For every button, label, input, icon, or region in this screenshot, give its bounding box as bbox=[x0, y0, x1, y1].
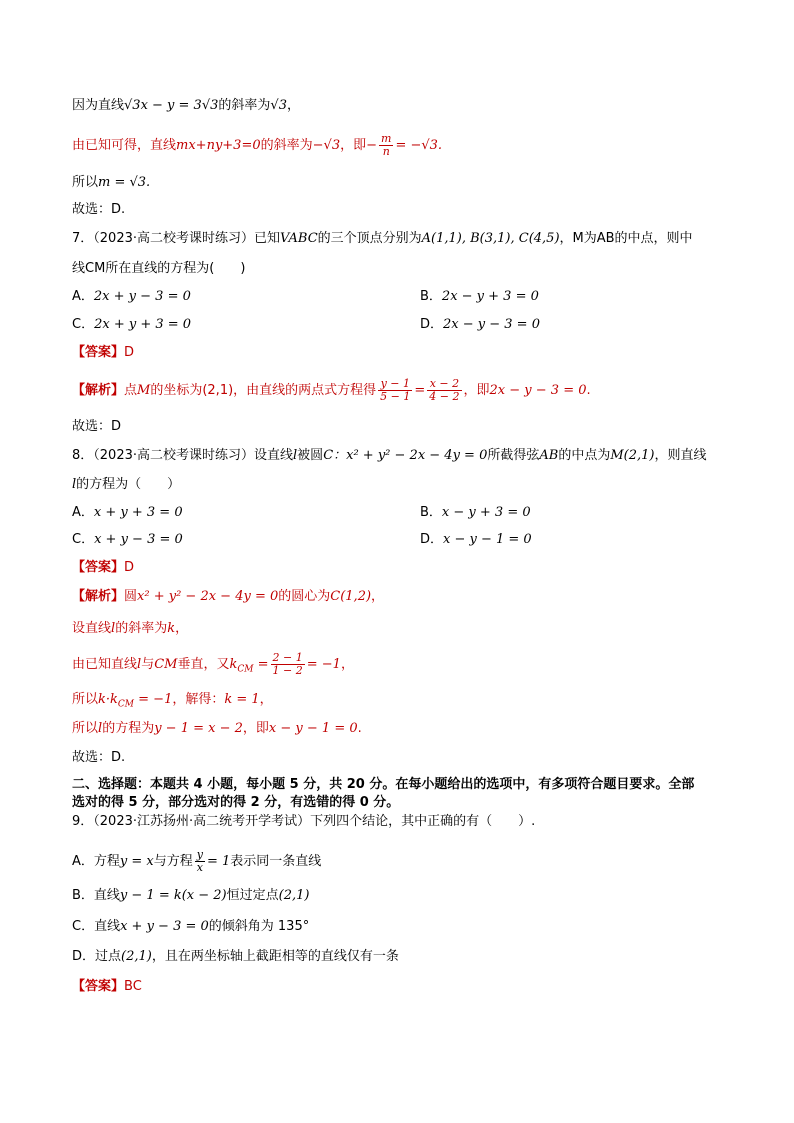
math: k = 1 bbox=[224, 692, 260, 707]
denominator: x bbox=[196, 861, 203, 874]
math: VABC bbox=[280, 231, 318, 246]
text: ，即 bbox=[463, 383, 490, 398]
text: 的倾斜角为 135° bbox=[208, 919, 310, 934]
option-d bbox=[420, 316, 540, 334]
q7-analysis bbox=[72, 378, 591, 403]
text: 与方程 bbox=[153, 854, 193, 869]
math: √3x − y = 3√3 bbox=[124, 98, 219, 113]
text: ， bbox=[259, 692, 273, 707]
math: l bbox=[137, 657, 142, 672]
fraction bbox=[379, 133, 393, 158]
text: 由已知可得，直线 bbox=[72, 138, 177, 153]
q9-answer bbox=[72, 978, 142, 996]
text: D．过点 bbox=[72, 949, 122, 964]
math: l bbox=[293, 448, 298, 463]
q7-answer bbox=[72, 344, 134, 362]
math: CM bbox=[154, 657, 178, 672]
text: ，即 bbox=[340, 138, 367, 153]
answer-tag: 【答案】 bbox=[72, 560, 125, 575]
text: 8．（2023·高二校考课时练习）设直线 bbox=[72, 448, 293, 463]
math: m = √3. bbox=[98, 175, 151, 190]
option-c-label: C． bbox=[72, 532, 95, 547]
option-c-label: C． bbox=[72, 317, 95, 332]
math: (2,1) bbox=[121, 949, 152, 964]
text: 所以 bbox=[72, 692, 99, 707]
q9-stem: 9．（2023·江苏扬州·高二统考开学考试）下列四个结论，其中正确的有（ ）. bbox=[72, 814, 536, 829]
text: 设直线 bbox=[72, 621, 112, 636]
analysis-tag: 【解析】 bbox=[72, 383, 125, 398]
subscript: CM bbox=[237, 664, 254, 675]
option-b-math: x − y + 3 = 0 bbox=[441, 505, 531, 520]
denominator: 4 − 2 bbox=[429, 390, 460, 403]
option-a: x + y + 3 = 0 bbox=[93, 505, 183, 520]
answer-value: BC bbox=[124, 979, 142, 994]
math: A(1,1), B(3,1), C(4,5) bbox=[421, 231, 560, 246]
option-c: x + y − 3 = 0 bbox=[94, 532, 183, 547]
text: . bbox=[357, 721, 362, 736]
text: 的圆心为 bbox=[278, 589, 331, 604]
text: 所以 bbox=[72, 721, 99, 736]
option-d-math: 2x − y − 3 = 0 bbox=[443, 317, 540, 332]
q7-end: 故选：D bbox=[72, 419, 122, 434]
q8-analysis-2 bbox=[72, 620, 188, 638]
option-d-math: x − y − 1 = 0 bbox=[443, 532, 532, 547]
denominator: 1 − 2 bbox=[272, 664, 303, 677]
q9-option-c bbox=[72, 918, 309, 936]
math: M bbox=[137, 383, 151, 398]
q9-option-a bbox=[72, 849, 321, 874]
math: x + y − 3 = 0 bbox=[120, 919, 209, 934]
text: 的三个顶点分别为 bbox=[317, 231, 422, 246]
q7-stem-line-2: 线CM所在直线的方程为( ) bbox=[72, 261, 246, 276]
math: y = x bbox=[119, 854, 154, 869]
text: ，解得： bbox=[172, 692, 225, 707]
text: 所截得弦 bbox=[487, 448, 540, 463]
math: k bbox=[229, 657, 238, 672]
q7-stem-line-1 bbox=[72, 230, 693, 248]
numerator: y bbox=[196, 848, 203, 861]
math: = −1 bbox=[134, 692, 173, 707]
option-a-label: A． bbox=[72, 505, 94, 520]
text: 圆 bbox=[124, 589, 138, 604]
q9-option-b bbox=[72, 887, 309, 905]
fraction bbox=[195, 849, 205, 874]
math: = −√3. bbox=[395, 138, 443, 153]
text: ， bbox=[175, 621, 189, 636]
section2-line-2: 选对的得 5 分，部分选对的得 2 分，有选错的得 0 分。 bbox=[72, 795, 400, 810]
q8-end: 故选：D. bbox=[72, 750, 126, 765]
math: = 1 bbox=[206, 854, 231, 869]
option-b-label: B． bbox=[420, 289, 442, 304]
text: ， bbox=[286, 98, 300, 113]
numerator: m bbox=[381, 132, 392, 145]
q8-analysis-1 bbox=[72, 588, 384, 606]
q7-options-row-1 bbox=[72, 288, 539, 306]
text: B．直线 bbox=[72, 888, 120, 903]
numerator: 2 − 1 bbox=[272, 651, 303, 664]
option-c: 2x + y + 3 = 0 bbox=[94, 317, 192, 332]
text: 的斜率为 bbox=[218, 98, 271, 113]
math: √3 bbox=[270, 98, 287, 113]
text: . bbox=[586, 383, 591, 398]
q8-analysis-4 bbox=[72, 691, 273, 714]
text: ， bbox=[340, 657, 354, 672]
text: A．方程 bbox=[72, 854, 120, 869]
text: ，且在两坐标轴上截距相等的直线仅有一条 bbox=[151, 949, 399, 964]
math: − bbox=[366, 138, 378, 153]
q7-options-row-2 bbox=[72, 316, 540, 334]
sol6-line-4: 故选：D. bbox=[72, 202, 126, 217]
q8-stem-line-2 bbox=[72, 476, 180, 494]
text: 所以 bbox=[72, 175, 99, 190]
text: 因为直线 bbox=[72, 98, 125, 113]
text: ，则直线 bbox=[654, 448, 707, 463]
text: 由已知直线 bbox=[72, 657, 138, 672]
text: 的方程为 bbox=[102, 721, 155, 736]
q8-analysis-5 bbox=[72, 720, 362, 738]
math: = bbox=[253, 657, 269, 672]
q8-options-row-1 bbox=[72, 504, 531, 522]
sol6-line-2 bbox=[72, 133, 442, 158]
q8-answer bbox=[72, 559, 134, 577]
fraction bbox=[271, 652, 305, 677]
text: 的斜率为 bbox=[260, 138, 313, 153]
sol6-line-3 bbox=[72, 174, 150, 192]
text: 垂直，又 bbox=[177, 657, 230, 672]
math: l bbox=[72, 477, 77, 492]
option-b bbox=[420, 504, 531, 522]
math: x − y − 1 = 0 bbox=[268, 721, 358, 736]
text: 与 bbox=[141, 657, 155, 672]
text: ，M为AB的中点，则中 bbox=[559, 231, 693, 246]
sol6-line-1 bbox=[72, 97, 300, 115]
q8-options-row-2 bbox=[72, 531, 532, 549]
math: y − 1 = x − 2 bbox=[154, 721, 243, 736]
text: 表示同一条直线 bbox=[230, 854, 322, 869]
text: C．直线 bbox=[72, 919, 121, 934]
text: 点 bbox=[124, 383, 138, 398]
math: y − 1 = k(x − 2) bbox=[119, 888, 227, 903]
math: = −1 bbox=[306, 657, 341, 672]
math: M(2,1) bbox=[610, 448, 655, 463]
math: x² + y² − 2x − 4y = 0 bbox=[137, 589, 279, 604]
text: ， bbox=[371, 589, 385, 604]
answer-tag: 【答案】 bbox=[72, 345, 125, 360]
math: k·k bbox=[98, 692, 118, 707]
math: mx+ny+3=0 bbox=[176, 138, 261, 153]
answer-tag: 【答案】 bbox=[72, 979, 125, 994]
math: −√3 bbox=[312, 138, 341, 153]
math: C(1,2) bbox=[330, 589, 372, 604]
section2-line-1: 二、选择题：本题共 4 小题，每小题 5 分，共 20 分。在每小题给出的选项中，有多项符合题目要求。全部 bbox=[72, 777, 695, 792]
fraction bbox=[378, 378, 412, 403]
numerator: x − 2 bbox=[427, 378, 461, 391]
math: = bbox=[414, 383, 426, 398]
text: 的中点为 bbox=[558, 448, 611, 463]
option-b bbox=[420, 288, 539, 306]
math: 2x − y − 3 = 0 bbox=[489, 383, 587, 398]
denominator: 5 − 1 bbox=[380, 390, 411, 403]
math: l bbox=[98, 721, 103, 736]
option-d-label: D． bbox=[420, 532, 444, 547]
denominator: n bbox=[382, 145, 390, 158]
option-d bbox=[420, 531, 532, 549]
fraction bbox=[427, 378, 461, 403]
text: 被圆 bbox=[297, 448, 324, 463]
text: 7．（2023·高二校考课时练习）已知 bbox=[72, 231, 280, 246]
q9-option-d bbox=[72, 948, 399, 966]
text: 的方程为（ ） bbox=[76, 477, 181, 492]
math: k bbox=[167, 621, 176, 636]
subscript: CM bbox=[117, 699, 135, 710]
option-d-label: D． bbox=[420, 317, 444, 332]
text: 的坐标为(2,1)，由直线的两点式方程得 bbox=[150, 383, 377, 398]
math: l bbox=[111, 621, 116, 636]
answer-value: D bbox=[124, 560, 135, 575]
q8-analysis-3 bbox=[72, 652, 354, 679]
analysis-tag: 【解析】 bbox=[72, 589, 125, 604]
option-a: 2x + y − 3 = 0 bbox=[93, 289, 191, 304]
text: 恒过定点 bbox=[226, 888, 279, 903]
q8-stem-line-1 bbox=[72, 447, 707, 465]
math: AB bbox=[539, 448, 559, 463]
numerator: y − 1 bbox=[378, 378, 412, 391]
text: 的斜率为 bbox=[115, 621, 168, 636]
answer-value: D bbox=[124, 345, 135, 360]
math: C：x² + y² − 2x − 4y = 0 bbox=[323, 448, 488, 463]
text: ，即 bbox=[242, 721, 269, 736]
option-b-label: B． bbox=[420, 505, 442, 520]
math: (2,1) bbox=[278, 888, 310, 903]
option-b-math: 2x − y + 3 = 0 bbox=[441, 289, 539, 304]
option-a-label: A． bbox=[72, 289, 94, 304]
